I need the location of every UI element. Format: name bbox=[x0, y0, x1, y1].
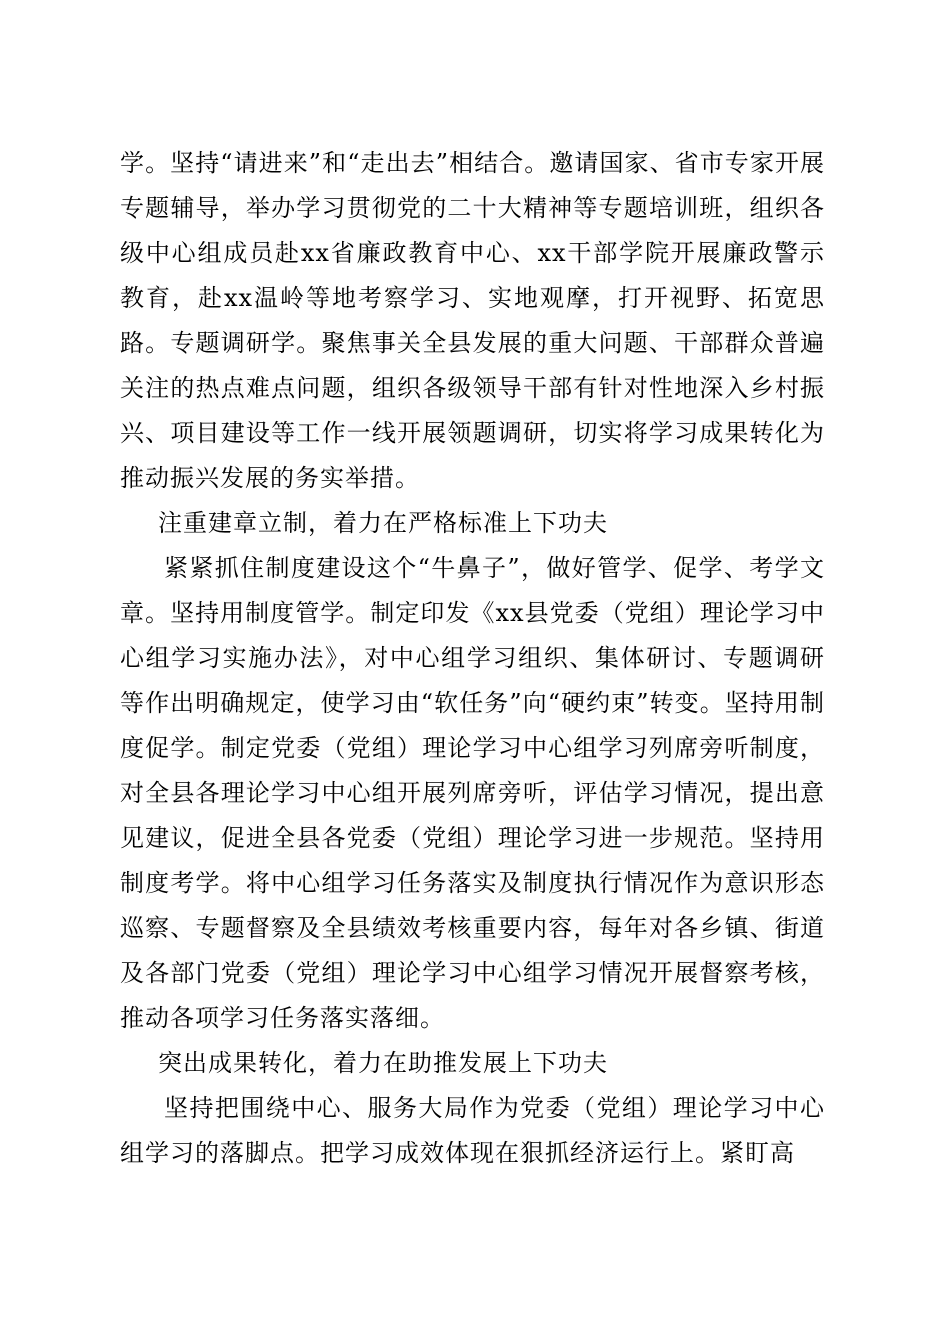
paragraph-continuation: 学。坚持“请进来”和“走出去”相结合。邀请国家、省市专家开展专题辅导，举办学习贯彻党的二十大精神等专题培训班，组织各级中心组成员赴xx省廉政教育中心、xx干部学院开展廉政警示教育，赴xx温岭等地考察学习、实地观摩，打开视野、拓宽思路。专题调研学。聚焦事关全县发展的重大问题、干部群众普遍关注的热点难点问题，组织各级领导干部有针对性地深入乡村振兴、项目建设等工作一线开展领题调研，切实将学习成果转化为推动振兴发展的务实举措。 bbox=[120, 149, 825, 492]
paragraph-institution-building: 紧紧抓住制度建设这个“牛鼻子”，做好管学、促学、考学文章。坚持用制度管学。制定印发《xx县党委（党组）理论学习中心组学习实施办法》，对中心组学习组织、集体研讨、专题调研等作出明确规定，使学习由“软任务”向“硬约束”转变。坚持用制度促学。制定党委（党组）理论学习中心组学习列席旁听制度，对全县各理论学习中心组开展列席旁听，评估学习情况，提出意见建议，促进全县各党委（党组）理论学习进一步规范。坚持用制度考学。将中心组学习任务落实及制度执行情况作为意识形态巡察、专题督察及全县绩效考核重要内容，每年对各乡镇、街道及各部门党委（党组）理论学习中心组学习情况开展督察考核，推动各项学习任务落实落细。 bbox=[120, 554, 825, 1032]
section-heading-institution-building: 注重建章立制，着力在严格标准上下功夫 bbox=[158, 509, 608, 537]
document-body bbox=[120, 141, 825, 1176]
paragraph-results-transformation: 坚持把围绕中心、服务大局作为党委（党组）理论学习中心组学习的落脚点。把学习成效体现在狠抓经济运行上。紧盯高 bbox=[120, 1094, 825, 1167]
section-heading-results-transformation: 突出成果转化，着力在助推发展上下功夫 bbox=[158, 1049, 608, 1077]
